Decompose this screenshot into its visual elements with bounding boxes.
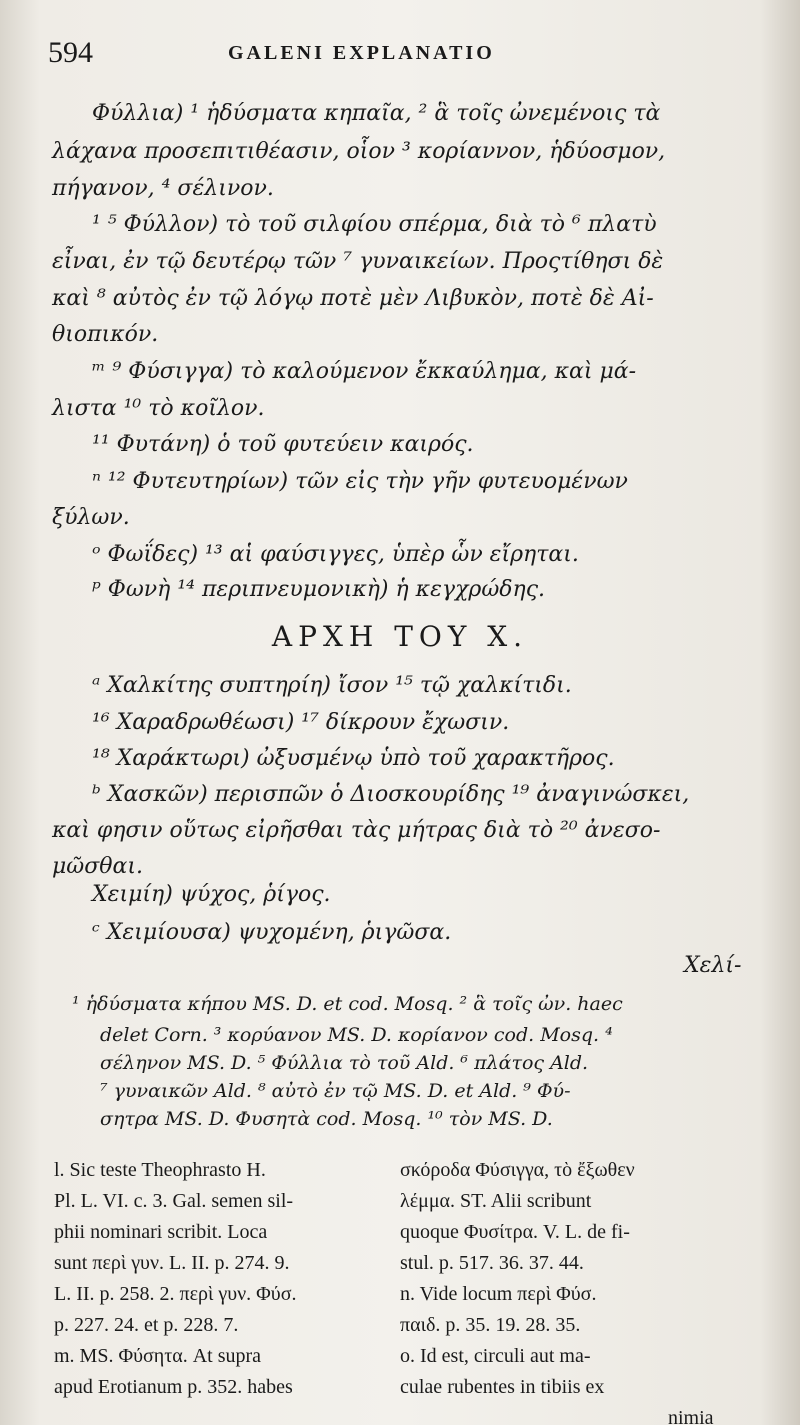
entry-line: λάχανα προσεπιτιθέασιν, οἷον ³ κορίαννον, ἡδύοσμον, — [52, 139, 666, 164]
entry-line: ᵐ ⁹ Φύσιγγα) τὸ καλούμενον ἔκκαύλημα, καὶ μά- — [92, 359, 637, 384]
running-title: GALENI EXPLANATIO — [228, 42, 495, 64]
note-line: nimia — [668, 1407, 714, 1425]
note-line: sunt περὶ γυν. L. II. p. 274. 9. — [54, 1252, 290, 1274]
entry-line: λιστα ¹⁰ τὸ κοῖλον. — [52, 396, 265, 421]
note-line: culae rubentes in tibiis ex — [400, 1376, 605, 1398]
entry-line: θιοπικόν. — [52, 322, 159, 347]
entry-line: ᵖ Φωνὴ ¹⁴ περιπνευμονικὴ) ἡ κεγχρώδης. — [92, 577, 546, 602]
note-line: Pl. L. VI. c. 3. Gal. semen sil- — [54, 1190, 294, 1212]
note-line: quoque Φυσίτρα. V. L. de fi- — [400, 1221, 630, 1243]
footnote-line: ¹ ἡδύσματα κήπου MS. D. et cod. Mosq. ² ἃ τοῖς ὠν. haec — [72, 993, 623, 1015]
entry-line: ¹¹ Φυτάνη) ὁ τοῦ φυτεύειν καιρός. — [92, 432, 474, 457]
note-line: o. Id est, circuli aut ma- — [400, 1345, 591, 1367]
entry-line: Φύλλια) ¹ ἡδύσματα κηπαῖα, ² ἃ τοῖς ὠνεμένοις τὰ — [92, 101, 661, 126]
note-line: n. Vide locum περὶ Φύσ. — [400, 1283, 597, 1305]
notes-right-column — [400, 1159, 745, 1425]
entry-line: καὶ ⁸ αὐτὸς ἐν τῷ λόγῳ ποτὲ μὲν Λιβυκὸν, ποτὲ δὲ Αἰ- — [52, 286, 654, 311]
note-line: l. Sic teste Theophrasto H. — [54, 1159, 266, 1181]
note-line: apud Erotianum p. 352. habes — [54, 1376, 293, 1398]
footnote-line: σητρα MS. D. Φυσητὰ cod. Mosq. ¹⁰ τὸν MS. D. — [100, 1108, 553, 1130]
section-heading: ΑΡΧΗ ΤΟΥ Χ. — [271, 620, 529, 653]
entry-line: ¹⁶ Χαραδρωθέωσι) ¹⁷ δίκρουν ἔχωσιν. — [92, 710, 510, 735]
footnote-line: ⁷ γυναικῶν Ald. ⁸ αὐτὸ ἐν τῷ MS. D. et Ald. ⁹ Φύ- — [100, 1080, 571, 1102]
note-line: phii nominari scribit. Loca — [54, 1221, 268, 1243]
footnote-line: σέληνον MS. D. ⁵ Φύλλια τὸ τοῦ Ald. ⁶ πλάτος Ald. — [100, 1052, 589, 1074]
entry-line: μῶσθαι. — [52, 854, 143, 879]
footnote-line: delet Corn. ³ κορύανον MS. D. κορίανον cod. Mosq. ⁴ — [100, 1024, 613, 1046]
note-line: σκόροδα Φύσιγγα, τὸ ἔξωθεν — [400, 1159, 635, 1181]
catchword: Χελί- — [684, 953, 742, 978]
notes-left-column — [54, 1160, 384, 1410]
page-number: 594 — [48, 36, 93, 69]
entry-line: ᵇ Χασκῶν) περισπῶν ὁ Διοσκουρίδης ¹⁹ ἀναγινώσκει, — [92, 782, 690, 807]
entry-line: ξύλων. — [52, 505, 130, 530]
entry-line: ⁿ ¹² Φυτευτηρίων) τῶν εἰς τὴν γῆν φυτευομένων — [92, 469, 628, 494]
entry-line: πήγανον, ⁴ σέλινον. — [52, 176, 274, 201]
note-line: stul. p. 517. 36. 37. 44. — [400, 1252, 584, 1274]
entry-line: εἶναι, ἐν τῷ δευτέρῳ τῶν ⁷ γυναικείων. Προςτίθησι δὲ — [52, 249, 664, 274]
entry-line: Χειμίη) ψύχος, ῥίγος. — [92, 882, 331, 907]
entry-line: ᶜ Χειμίουσα) ψυχομένη, ῥιγῶσα. — [92, 920, 452, 945]
note-line: παιδ. p. 35. 19. 28. 35. — [400, 1314, 581, 1336]
entry-line: ¹ ⁵ Φύλλον) τὸ τοῦ σιλφίου σπέρμα, διὰ τὸ ⁶ πλατὺ — [92, 212, 657, 237]
page-header — [48, 36, 748, 76]
entry-line: ᵃ Χαλκίτης συπτηρίη) ἴσον ¹⁵ τῷ χαλκίτιδι. — [92, 673, 572, 698]
entry-line: ¹⁸ Χαράκτωρι) ὠξυσμένῳ ὑπὸ τοῦ χαρακτῆρος. — [92, 746, 615, 771]
note-line: L. II. p. 258. 2. περὶ γυν. Φύσ. — [54, 1283, 297, 1305]
note-line: m. MS. Φύσητα. At supra — [54, 1345, 262, 1367]
entry-line: ᵒ Φωΐδες) ¹³ αἱ φαύσιγγες, ὑπὲρ ὧν εἴρηται. — [92, 542, 579, 567]
note-line: λέμμα. ST. Alii scribunt — [400, 1190, 592, 1212]
note-line: p. 227. 24. et p. 228. 7. — [54, 1314, 239, 1336]
entry-line: καὶ φησιν οὕτως εἰρῆσθαι τὰς μήτρας διὰ τὸ ²⁰ ἀνεσο- — [52, 818, 661, 843]
